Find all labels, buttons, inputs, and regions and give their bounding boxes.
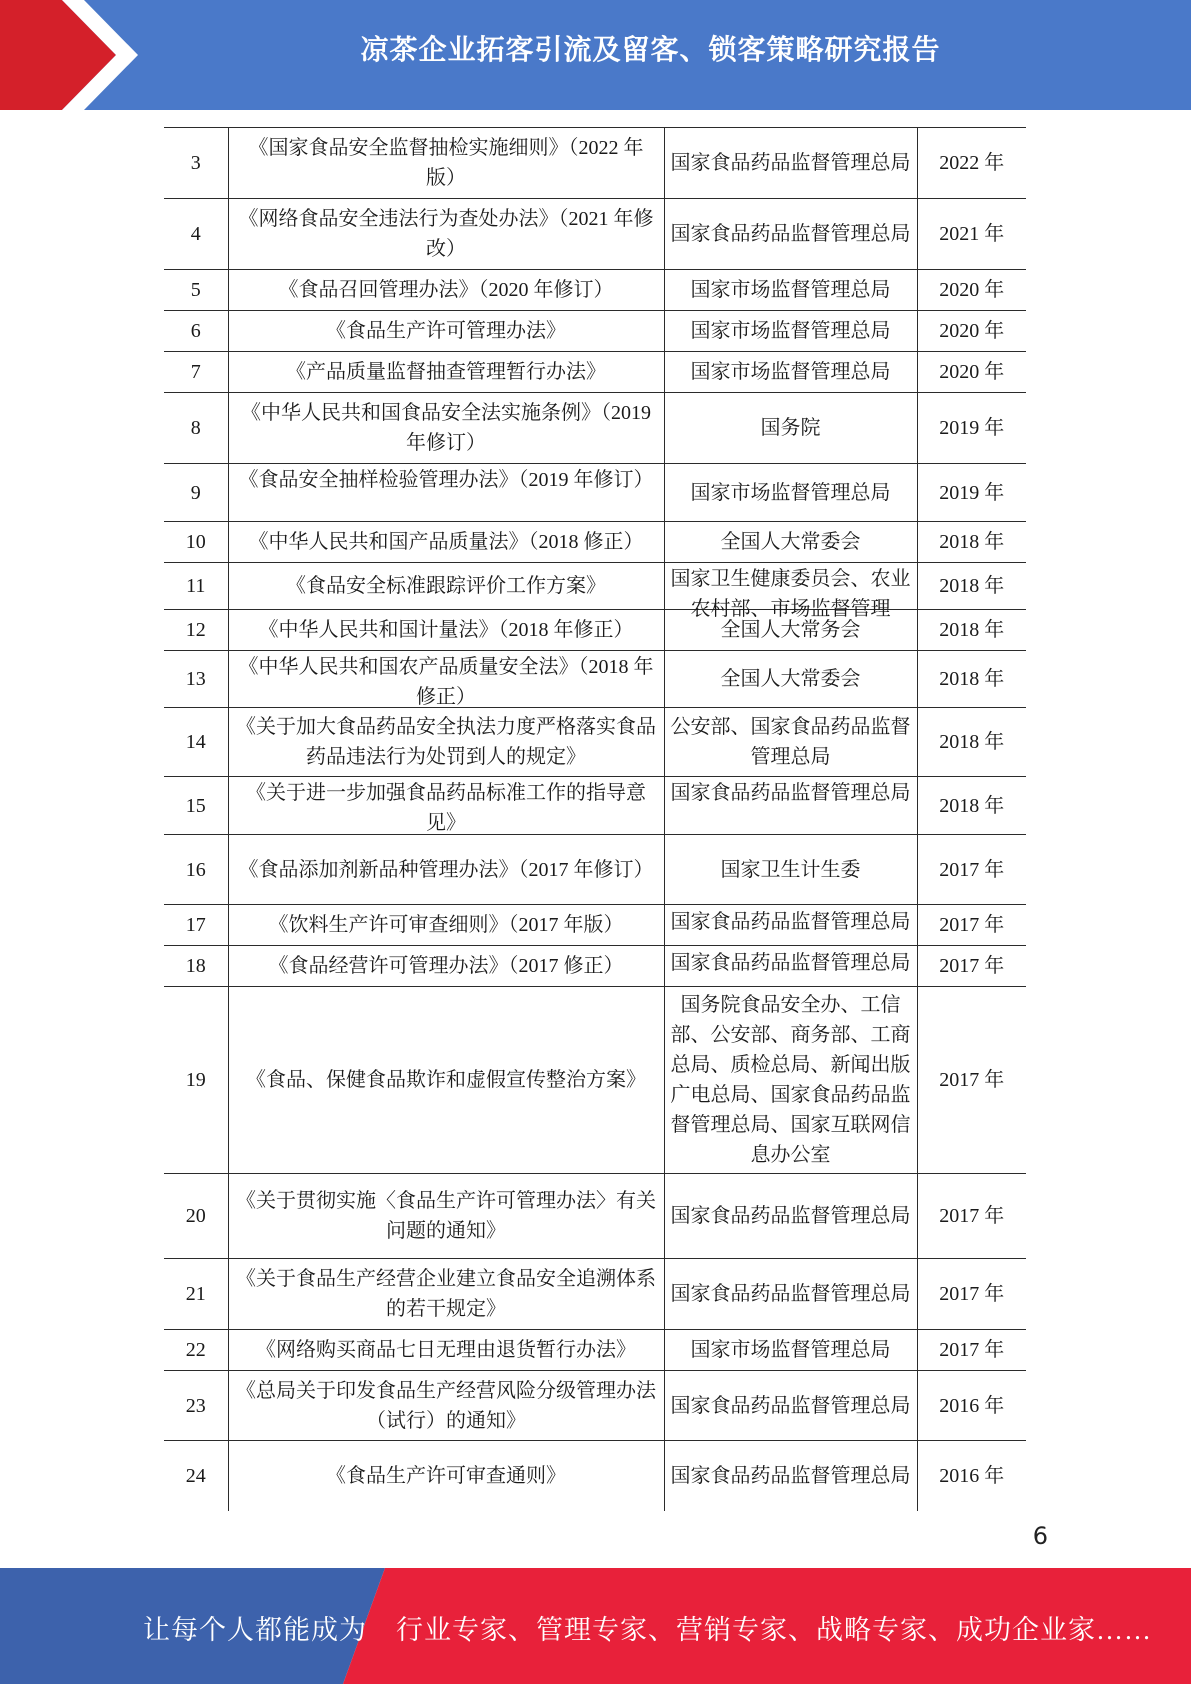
- row-number: 3: [164, 128, 228, 199]
- regulation-title: [228, 777, 664, 835]
- table-row: [164, 563, 1026, 610]
- table-row: [164, 1174, 1026, 1259]
- row-number: 5: [164, 270, 228, 311]
- row-number: 7: [164, 352, 228, 393]
- regulation-title: 《食品安全标准跟踪评价工作方案》: [228, 563, 664, 610]
- regulation-title: 《食品生产许可审查通则》: [228, 1441, 664, 1511]
- page-number: 6: [1032, 1522, 1048, 1550]
- issuing-authority: [664, 905, 917, 946]
- issuing-authority: 国家食品药品监督管理总局: [664, 199, 917, 270]
- page-footer: [0, 1568, 1191, 1684]
- regulation-title-text: 《关于进一步加强食品药品标准工作的指导意见》: [246, 781, 646, 834]
- issue-year: 2020 年: [917, 270, 1026, 311]
- issuing-authority: 国家食品药品监督管理总局: [664, 1174, 917, 1259]
- issue-year: 2022 年: [917, 128, 1026, 199]
- regulation-title: 《产品质量监督抽查管理暂行办法》: [228, 352, 664, 393]
- issue-year: 2017 年: [917, 1330, 1026, 1371]
- issuing-authority: 国家市场监督管理总局: [664, 352, 917, 393]
- issuing-authority: 国家卫生计生委: [664, 835, 917, 905]
- footer-slogan-left: 让每个人都能成为: [143, 1615, 367, 1645]
- table-row: [164, 352, 1026, 393]
- issue-year: 2019 年: [917, 464, 1026, 522]
- issuing-authority-text: 国家食品药品监督管理总局: [670, 911, 911, 933]
- table-row: [164, 1441, 1026, 1511]
- regulation-title: 《中华人民共和国食品安全法实施条例》（2019 年修订）: [228, 393, 664, 464]
- row-number: 12: [164, 610, 228, 651]
- row-number: 14: [164, 708, 228, 777]
- issue-year: 2017 年: [917, 835, 1026, 905]
- table-row: [164, 311, 1026, 352]
- row-number: 21: [164, 1259, 228, 1330]
- issue-year: 2021 年: [917, 199, 1026, 270]
- regulation-title: 《饮料生产许可审查细则》（2017 年版）: [228, 905, 664, 946]
- regulation-title: 《中华人民共和国计量法》（2018 年修正）: [228, 610, 664, 651]
- issuing-authority: 国家食品药品监督管理总局: [664, 1371, 917, 1441]
- issue-year: 2017 年: [917, 1174, 1026, 1259]
- issuing-authority: 国家食品药品监督管理总局: [664, 128, 917, 199]
- table-row: [164, 987, 1026, 1174]
- row-number: 19: [164, 987, 228, 1174]
- row-number: 24: [164, 1441, 228, 1511]
- issuing-authority: 公安部、国家食品药品监督管理总局: [664, 708, 917, 777]
- table-row: [164, 610, 1026, 651]
- issue-year: 2018 年: [917, 610, 1026, 651]
- table-row: [164, 905, 1026, 946]
- table-row: [164, 270, 1026, 311]
- regulation-title: [228, 651, 664, 708]
- table-row: [164, 393, 1026, 464]
- issue-year: 2017 年: [917, 1259, 1026, 1330]
- row-number: 4: [164, 199, 228, 270]
- row-number: 8: [164, 393, 228, 464]
- table-row: [164, 464, 1026, 522]
- issuing-authority: 全国人大常委会: [664, 522, 917, 563]
- table-row: [164, 708, 1026, 777]
- issue-year: 2018 年: [917, 651, 1026, 708]
- issue-year: 2016 年: [917, 1371, 1026, 1441]
- table-row: [164, 1371, 1026, 1441]
- issuing-authority: 全国人大常委会: [664, 651, 917, 708]
- issuing-authority-text: 国家食品药品监督管理总局: [670, 781, 911, 804]
- regulation-title-text: 《中华人民共和国农产品质量安全法》（2018 年修正）: [238, 655, 654, 708]
- issuing-authority: 全国人大常务会: [664, 610, 917, 651]
- regulations-table: [164, 127, 1026, 1511]
- table-row: [164, 128, 1026, 199]
- regulation-title: 《关于加大食品药品安全执法力度严格落实食品药品违法行为处罚到人的规定》: [228, 708, 664, 777]
- row-number: 6: [164, 311, 228, 352]
- regulation-title: 《关于食品生产经营企业建立食品安全追溯体系的若干规定》: [228, 1259, 664, 1330]
- table-row: [164, 777, 1026, 835]
- issue-year: 2018 年: [917, 563, 1026, 610]
- row-number: 16: [164, 835, 228, 905]
- row-number: 23: [164, 1371, 228, 1441]
- row-number: 9: [164, 464, 228, 522]
- issue-year: 2020 年: [917, 311, 1026, 352]
- regulation-title: 《国家食品安全监督抽检实施细则》（2022 年版）: [228, 128, 664, 199]
- regulation-title: 《总局关于印发食品生产经营风险分级管理办法（试行）的通知》: [228, 1371, 664, 1441]
- issuing-authority: 国家食品药品监督管理总局: [664, 1441, 917, 1511]
- row-number: 10: [164, 522, 228, 563]
- issuing-authority: 国务院食品安全办、工信部、公安部、商务部、工商总局、质检总局、新闻出版广电总局、国家食品药品监督管理总局、国家互联网信息办公室: [664, 987, 917, 1174]
- issuing-authority: 国家市场监督管理总局: [664, 311, 917, 352]
- table-row: [164, 835, 1026, 905]
- row-number: 15: [164, 777, 228, 835]
- table-row: [164, 199, 1026, 270]
- issuing-authority-text: 国家食品药品监督管理总局: [670, 952, 911, 974]
- row-number: 22: [164, 1330, 228, 1371]
- issuing-authority: [664, 777, 917, 835]
- issuing-authority-text: 国家卫生健康委员会、农业农村部、市场监督管理: [670, 568, 911, 620]
- report-title: 凉茶企业拓客引流及留客、锁客策略研究报告: [360, 33, 941, 66]
- regulation-title-text: 《食品安全抽样检验管理办法》（2019 年修订）: [238, 468, 654, 491]
- issue-year: 2020 年: [917, 352, 1026, 393]
- table-row: [164, 522, 1026, 563]
- row-number: 17: [164, 905, 228, 946]
- issuing-authority: 国家市场监督管理总局: [664, 270, 917, 311]
- regulation-title: 《关于贯彻实施〈食品生产许可管理办法〉有关问题的通知》: [228, 1174, 664, 1259]
- regulation-title: 《食品生产许可管理办法》: [228, 311, 664, 352]
- table-row: [164, 1330, 1026, 1371]
- issuing-authority: 国务院: [664, 393, 917, 464]
- issue-year: 2017 年: [917, 987, 1026, 1174]
- issue-year: 2017 年: [917, 946, 1026, 987]
- regulation-title: 《网络食品安全违法行为查处办法》（2021 年修改）: [228, 199, 664, 270]
- header-arrow-icon: [0, 0, 150, 110]
- row-number: 13: [164, 651, 228, 708]
- regulation-title: 《食品召回管理办法》（2020 年修订）: [228, 270, 664, 311]
- table-row: [164, 651, 1026, 708]
- issuing-authority: 国家食品药品监督管理总局: [664, 1259, 917, 1330]
- row-number: 20: [164, 1174, 228, 1259]
- regulation-title: 《中华人民共和国产品质量法》（2018 修正）: [228, 522, 664, 563]
- regulation-title: 《食品经营许可管理办法》（2017 修正）: [228, 946, 664, 987]
- issue-year: 2017 年: [917, 905, 1026, 946]
- row-number: 11: [164, 563, 228, 610]
- issuing-authority: [664, 946, 917, 987]
- issue-year: 2019 年: [917, 393, 1026, 464]
- row-number: 18: [164, 946, 228, 987]
- issuing-authority: 国家市场监督管理总局: [664, 464, 917, 522]
- table-row: [164, 946, 1026, 987]
- issue-year: 2018 年: [917, 777, 1026, 835]
- issuing-authority: [664, 563, 917, 620]
- table-row: [164, 1259, 1026, 1330]
- page-header: [0, 0, 1191, 110]
- regulation-title: 《食品、保健食品欺诈和虚假宣传整治方案》: [228, 987, 664, 1174]
- footer-slogan-right: 行业专家、管理专家、营销专家、战略专家、成功企业家……: [396, 1615, 1152, 1645]
- regulation-title: 《食品添加剂新品种管理办法》（2017 年修订）: [228, 835, 664, 905]
- issuing-authority: 国家市场监督管理总局: [664, 1330, 917, 1371]
- issue-year: 2018 年: [917, 708, 1026, 777]
- regulation-title: 《网络购买商品七日无理由退货暂行办法》: [228, 1330, 664, 1371]
- issue-year: 2016 年: [917, 1441, 1026, 1511]
- issue-year: 2018 年: [917, 522, 1026, 563]
- regulation-title: [228, 464, 664, 522]
